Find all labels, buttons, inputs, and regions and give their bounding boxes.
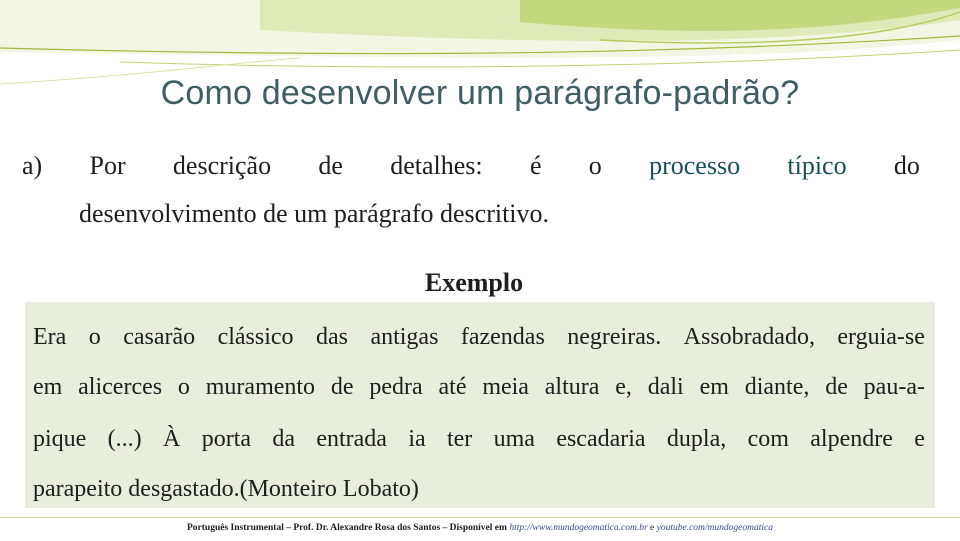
example-word: Assobradado, xyxy=(683,324,815,350)
example-word: Era xyxy=(33,324,67,350)
item-word: detalhes: xyxy=(390,151,483,180)
example-word: muramento xyxy=(205,374,316,400)
example-line-3 xyxy=(33,426,925,453)
example-word: À xyxy=(163,426,181,452)
example-heading: Exemplo xyxy=(424,268,524,297)
example-word: pedra xyxy=(369,374,423,400)
item-word: de xyxy=(318,151,343,180)
example-word: e, xyxy=(615,374,632,400)
slide-title: Como desenvolver um parágrafo-padrão? xyxy=(160,74,800,112)
example-word: casarão xyxy=(123,324,196,350)
item-word: é xyxy=(529,151,542,180)
highlighted-term: típico xyxy=(787,151,847,180)
example-box xyxy=(25,302,935,508)
example-word: dali xyxy=(647,374,684,400)
example-word: com xyxy=(747,426,789,452)
example-line-2 xyxy=(33,374,925,401)
example-word: o xyxy=(88,324,101,350)
item-marker: a) xyxy=(22,151,43,180)
item-word: do xyxy=(893,151,920,180)
example-word: altura xyxy=(544,374,600,400)
example-word: alicerces xyxy=(78,374,163,400)
example-word: ter xyxy=(446,426,473,452)
footer-link-youtube[interactable]: youtube.com/mundogeomatica xyxy=(656,523,773,533)
example-word: até xyxy=(438,374,467,400)
example-word: em xyxy=(33,374,63,400)
footer-credits xyxy=(0,523,960,533)
example-word: porta xyxy=(201,426,251,452)
item-a-paragraph xyxy=(22,148,920,228)
highlighted-term: processo xyxy=(649,151,741,180)
footer-link-site[interactable]: http://www.mundogeomatica.com.br xyxy=(509,523,648,533)
example-word: escadaria xyxy=(556,426,646,452)
example-line-4: parapeito desgastado.(Monteiro Lobato) xyxy=(33,476,419,502)
example-word: uma xyxy=(493,426,535,452)
example-word: dupla, xyxy=(666,426,727,452)
example-word: pique xyxy=(33,426,87,452)
example-word: em xyxy=(699,374,729,400)
footer-bar xyxy=(0,517,960,541)
example-word: (...) xyxy=(107,426,142,452)
example-word: antigas xyxy=(370,324,439,350)
example-word: ia xyxy=(408,426,426,452)
example-word: alpendre xyxy=(810,426,893,452)
item-word: Por xyxy=(89,151,126,180)
example-line-1 xyxy=(33,324,925,351)
example-word: clássico xyxy=(217,324,294,350)
item-a-line-2: desenvolvimento de um parágrafo descritivo. xyxy=(79,199,550,228)
example-word: entrada xyxy=(316,426,387,452)
example-word: e xyxy=(914,426,925,452)
item-a-line-1 xyxy=(22,148,920,184)
example-word: diante, xyxy=(744,374,810,400)
example-word: erguia-se xyxy=(837,324,925,350)
footer-connector: e xyxy=(650,523,655,533)
example-word: da xyxy=(272,426,295,452)
example-word: o xyxy=(177,374,190,400)
example-word: pau-a- xyxy=(863,374,925,400)
item-word: o xyxy=(588,151,602,180)
footer-credit-text: Português Instrumental – Prof. Dr. Alexandre Rosa dos Santos – Disponível em xyxy=(186,523,507,533)
item-word: descrição xyxy=(172,151,272,180)
example-word: meia xyxy=(482,374,529,400)
example-word: fazendas xyxy=(460,324,545,350)
example-word: de xyxy=(825,374,848,400)
example-word: de xyxy=(330,374,354,400)
example-word: negreiras. xyxy=(567,324,662,350)
example-word: das xyxy=(316,324,348,350)
